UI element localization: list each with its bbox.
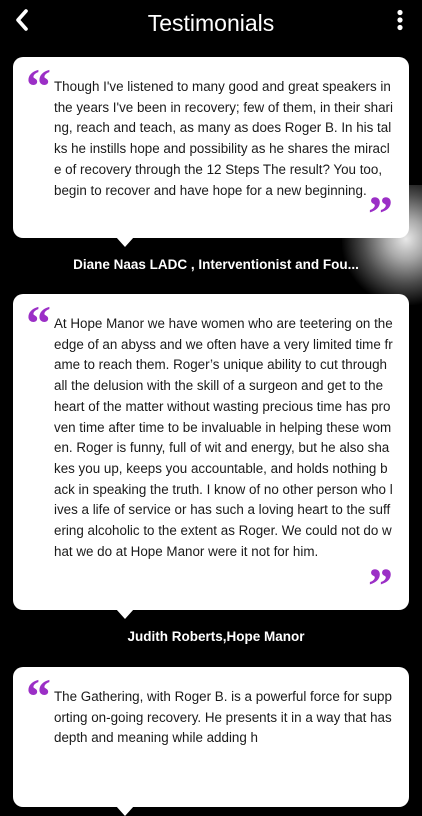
open-quote-icon: “ bbox=[26, 58, 51, 114]
testimonial-author: Judith Roberts,Hope Manor bbox=[127, 629, 305, 644]
overflow-menu-button[interactable] bbox=[386, 6, 414, 38]
chevron-left-icon bbox=[14, 9, 30, 36]
testimonial-card bbox=[13, 57, 409, 241]
testimonial-text: Though I've listened to many good and great speakers in the years I've been in recovery; few of them, in their sharing, reach and teach, as many as does Roger B. In his talks he instills hope and possibility as he shares the miracle of recovery through the 12 Steps The result? You too, begin to recover and have hope for a new beginning. bbox=[54, 79, 393, 198]
testimonial-author: Diane Naas LADC , Interventionist and Fou... bbox=[73, 257, 359, 272]
vertical-ellipsis-icon bbox=[396, 9, 404, 36]
testimonial-card bbox=[13, 294, 409, 613]
open-quote-icon: “ bbox=[26, 668, 51, 724]
close-quote-icon: ” bbox=[368, 185, 393, 241]
page-title: Testimonials bbox=[147, 10, 275, 36]
open-quote-icon: “ bbox=[26, 295, 51, 351]
close-quote-icon: ” bbox=[368, 557, 393, 613]
testimonial-text: The Gathering, with Roger B. is a powerful force for supporting on-going recovery. He presents it in a way that has depth and meaning while adding h bbox=[54, 689, 392, 746]
testimonial-text: At Hope Manor we have women who are teetering on the edge of an abyss and we often have a very limited time frame to reach them. Roger’s unique ability to cut through all the delusion with the skill of a surgeon and get to the heart of the matter without wasting precious time has proven time after time to be invaluable in helping these women. Roger is funny, full of wit and energy, but he also shakes you up, keeps you accountable, and holds nothing back in speaking the truth. I know of no other person who lives a life of service or has such a loving heart to the suffering alcoholic to the extent as Roger. We could not do what we do at Hope Manor were it not for him. bbox=[54, 316, 393, 559]
back-button[interactable] bbox=[8, 6, 36, 38]
testimonial-card bbox=[13, 667, 409, 807]
header-bar bbox=[0, 0, 422, 44]
